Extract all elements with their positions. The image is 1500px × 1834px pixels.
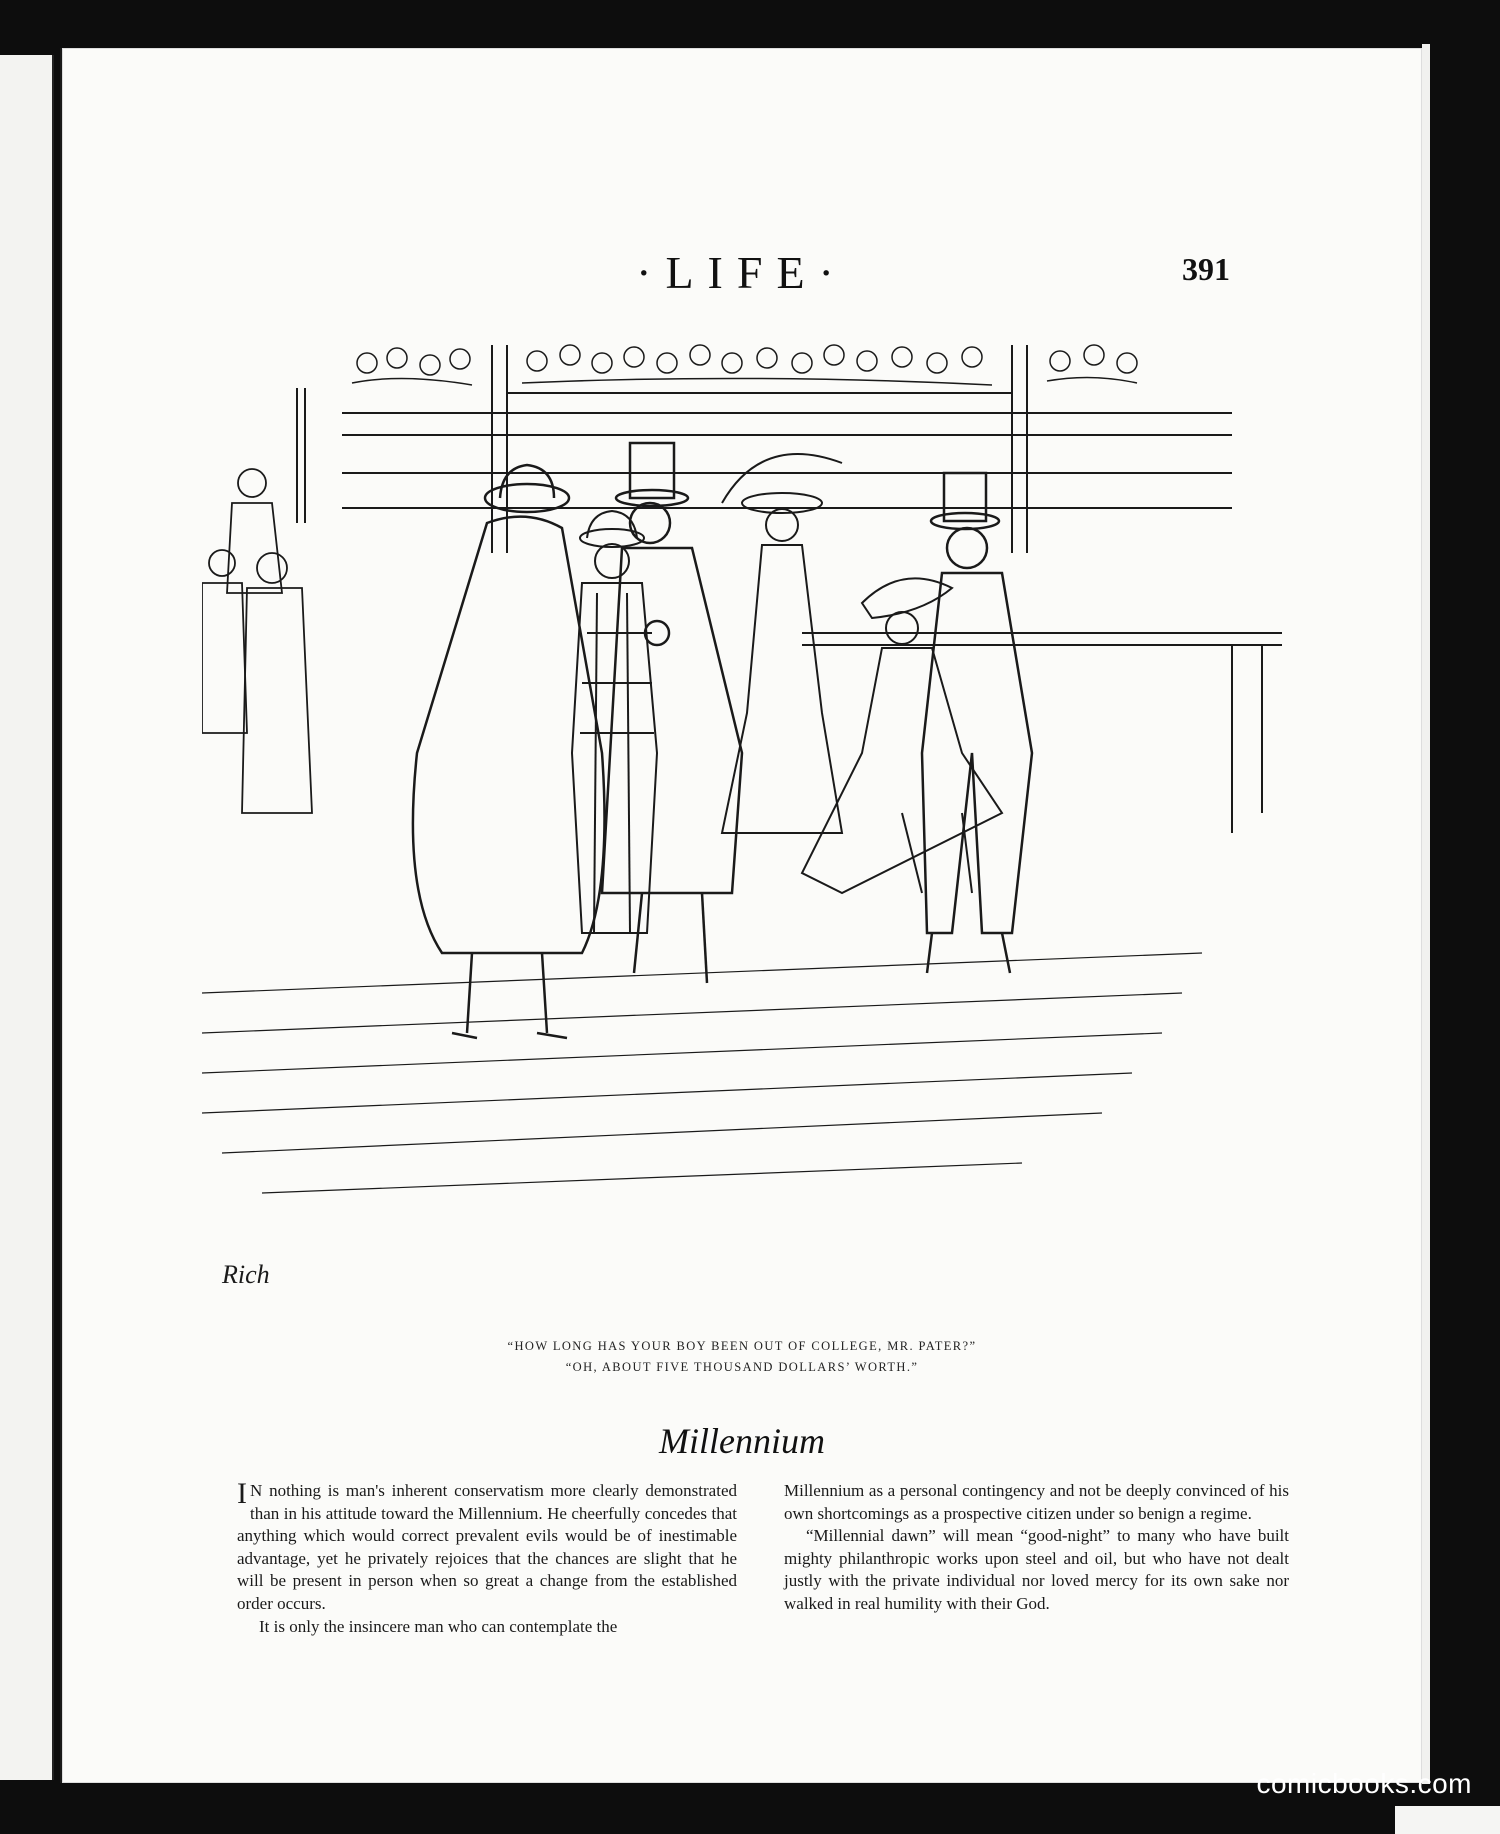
ground-hatching (202, 953, 1202, 1193)
paragraph-1 (237, 1477, 737, 1616)
cartoon-illustration (202, 333, 1372, 1323)
page-number: 391 (1182, 251, 1230, 287)
article-title: Millennium (659, 1421, 825, 1461)
caption-line-2: “OH, ABOUT FIVE THOUSAND DOLLARS’ WORTH.” (565, 1360, 919, 1374)
page-corner-strip (1395, 1806, 1500, 1834)
paragraph-2-continued: Millennium as a personal contingency and not be deeply convinced of his own shortcomings as a prospective citizen under so benign a regime. (784, 1481, 1289, 1523)
crowd (352, 345, 1137, 385)
article-column-right (784, 1480, 1289, 1616)
previous-page-edge (0, 55, 54, 1780)
paragraph-1-first-line: N nothing is man's inherent conservatism more clearly (250, 1481, 639, 1500)
masthead-title: ·LIFE· (636, 247, 848, 298)
paragraph-3: “Millennial dawn” will mean “good-night” to many who have built mighty philanthropic works upon steel and oil, but who have not dealt justly with the private individual nor loved mercy for its own sake nor walked in real humility with their God. (784, 1526, 1289, 1613)
figure-top-hat-man (602, 443, 742, 983)
caption-line-1: “HOW LONG HAS YOUR BOY BEEN OUT OF COLLEGE, MR. PATER?” (507, 1339, 977, 1353)
drop-cap: I (237, 1477, 247, 1510)
next-page-edge (1422, 44, 1430, 1784)
article-column-left (237, 1477, 737, 1638)
figure-overcoat-man (413, 465, 605, 1038)
cartoon-caption (62, 1336, 1422, 1378)
grandstand (297, 345, 1232, 553)
artist-signature: Rich (222, 1260, 270, 1289)
figure-seated-woman (802, 578, 1002, 893)
background-figures (202, 469, 312, 813)
paragraph-2: It is only the insincere man who can contemplate the (259, 1616, 618, 1636)
paragraph-1-rest: demonstrated than in his attitude toward the Millennium. He cheerfully concedes that anything which would correct prevalent evils would be of inestimable advantage, yet he privately rejoices that the chances are slight that he will be present in person when so great a change from the established order occurs. (237, 1481, 737, 1613)
magazine-page (60, 48, 1422, 1783)
figure-checked-suit-man (572, 511, 657, 933)
railing (802, 633, 1282, 833)
site-watermark: comicbooks.com (1256, 1768, 1472, 1799)
figure-old-man-top-hat (922, 473, 1032, 973)
